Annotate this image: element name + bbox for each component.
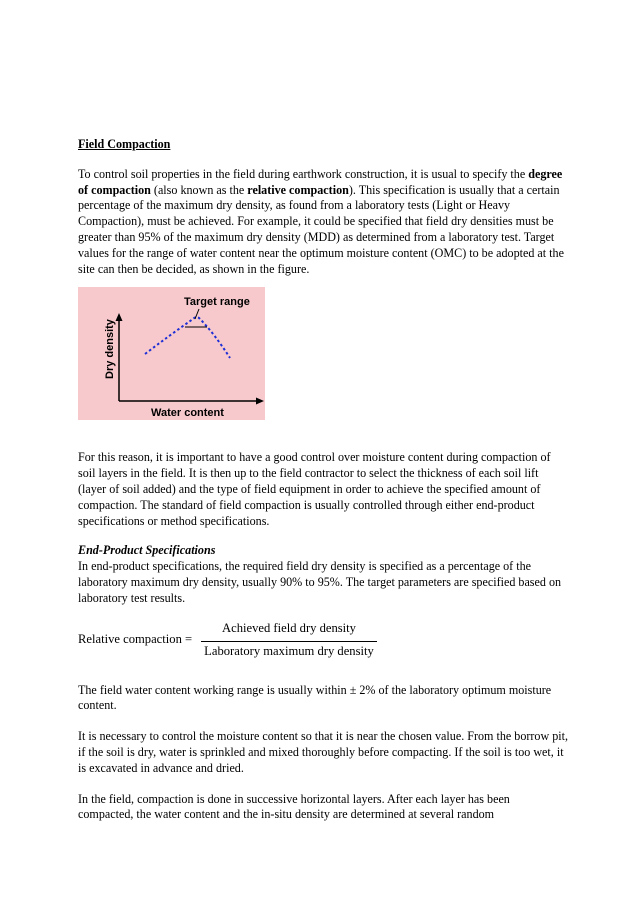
intro-text-3: ). This specification is usually that a certain percentage of the maximum dry density, as found from a laboratory tests (Light or Heavy Compaction), must be achieved. For example, it could be specified that field dry densities must be greater than 95% of the maximum dry density (MDD) as determined from a laboratory test. Target values for the range of water content near the optimum moisture content (OMC) to be adopted at the site can then be decided, as shown in the figure. — [78, 182, 564, 276]
document-page — [78, 137, 568, 823]
relative-compaction-formula — [78, 621, 568, 667]
intro-bold-relative: relative compaction — [247, 182, 349, 197]
formula-numerator: Achieved field dry density — [222, 620, 356, 635]
formula-denominator: Laboratory maximum dry density — [204, 643, 374, 658]
compaction-diagram — [78, 287, 265, 420]
spacer — [78, 777, 568, 792]
formula-lhs: Relative compaction = — [78, 631, 193, 646]
water-range-paragraph: The field water content working range is usually within ± 2% of the laboratory optimum moisture content. — [78, 682, 552, 713]
end-product-heading: End-Product Specifications — [78, 543, 216, 558]
moisture-control-paragraph: For this reason, it is important to have a good control over moisture content during compaction of soil layers in the field. It is then up to the field contractor to select the thickness of each soil lift (layer of soil added) and the type of field equipment in order to achieve the specified amount of compaction. The standard of field compaction is usually controlled through either end-product specifications or method specifications. — [78, 450, 551, 528]
moisture-adjust-paragraph: It is necessary to control the moisture content so that it is near the chosen value. From the borrow pit, if the soil is dry, water is sprinkled and mixed thoroughly before compacting. If the soil is too wet, it is excavated in advance and dried. — [78, 729, 569, 775]
intro-text-1: To control soil properties in the field during earthwork construction, it is usual to specify the — [78, 166, 529, 181]
layer-compaction-paragraph: In the field, compaction is done in successive horizontal layers. After each layer has been compacted, the water content and the in-situ density are determined at several random — [78, 791, 510, 822]
end-product-paragraph: In end-product specifications, the required field dry density is specified as a percentage of the laboratory maximum dry density, usually 90% to 95%. The target parameters are specified based on laboratory test results. — [78, 559, 562, 605]
x-axis-label: Water content — [151, 407, 224, 420]
intro-bold-degree: degree of compaction — [78, 166, 563, 197]
y-axis-label: Dry density — [104, 319, 116, 380]
spacer — [78, 714, 568, 729]
y-axis-arrow — [116, 313, 123, 321]
section-heading: Field Compaction — [78, 137, 171, 151]
x-axis-arrow — [256, 398, 264, 405]
intro-paragraph — [78, 167, 568, 278]
compaction-curve — [145, 318, 230, 359]
target-range-label: Target range — [184, 296, 250, 309]
formula-fraction-bar — [201, 641, 377, 642]
compaction-figure — [78, 287, 265, 420]
intro-text-2: (also known as the — [150, 182, 248, 197]
